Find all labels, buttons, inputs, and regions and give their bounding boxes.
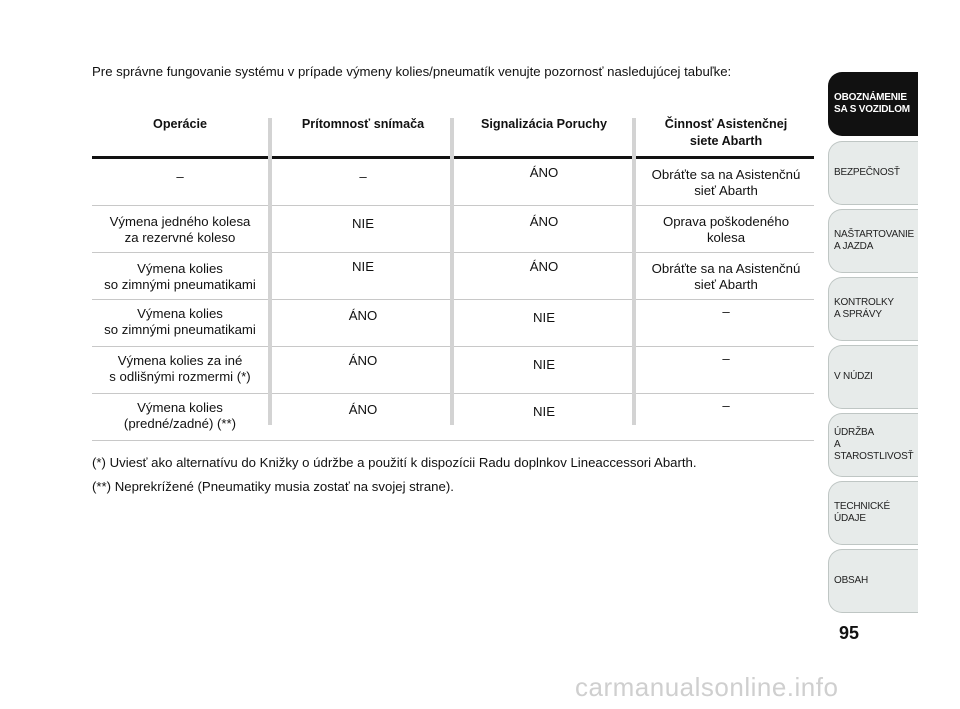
tab-v-nudzi[interactable] (828, 345, 918, 409)
tab-oboznamenie[interactable] (828, 72, 918, 136)
column-separator (268, 118, 272, 425)
cell-fault: NIE (533, 357, 555, 372)
tab-label: NAŠTARTOVANIE A JAZDA (834, 229, 915, 252)
tab-label: KONTROLKY A SPRÁVY (834, 297, 894, 320)
cell-operation: Výmena kolies za iné s odlišnými rozmermi (*) (109, 353, 251, 384)
tab-nastartovanie[interactable] (828, 209, 918, 273)
watermark: carmanualsonline.info (575, 672, 839, 702)
tab-bezpecnost[interactable] (828, 141, 918, 205)
cell-fault: NIE (533, 404, 555, 419)
cell-fault: ÁNO (529, 165, 559, 180)
tab-udrzba[interactable] (828, 413, 918, 477)
header-operations: Operácie (153, 117, 207, 131)
page-number: 95 (838, 623, 860, 643)
cell-operation: Výmena kolies so zimnými pneumatikami (104, 261, 256, 292)
tab-label: OBSAH (834, 575, 869, 586)
cell-assistance: – (722, 351, 730, 366)
tab-label: ÚDRŽBA A STAROSTLIVOSŤ (834, 427, 914, 462)
cell-fault: NIE (533, 310, 555, 325)
cell-sensor: NIE (352, 216, 374, 231)
tab-label: TECHNICKÉ ÚDAJE (834, 501, 890, 524)
cell-assistance: Oprava poškodeného kolesa (662, 214, 790, 245)
cell-assistance: – (722, 304, 730, 319)
intro-text: Pre správne fungovanie systému v prípade výmeny kolies/pneumatík venujte pozornosť nasledujúcej tabuľke: (92, 64, 732, 79)
cell-sensor: ÁNO (348, 308, 378, 323)
cell-fault: ÁNO (529, 214, 559, 229)
footnote-2: (**) Neprekrížené (Pneumatiky musia zostať na svojej strane). (92, 479, 454, 494)
cell-sensor: – (359, 169, 367, 184)
tab-technicke-udaje[interactable] (828, 481, 918, 545)
footnote-1: (*) Uviesť ako alternatívu do Knižky o údržbe a použití k dispozícii Radu doplnkov Lineaccessori Abarth. (92, 455, 697, 470)
column-separator (450, 118, 454, 425)
tab-obsah[interactable] (828, 549, 918, 613)
tab-label: OBOZNÁMENIE SA S VOZIDLOM (834, 92, 910, 115)
cell-operation: – (176, 169, 184, 184)
cell-fault: ÁNO (529, 259, 559, 274)
cell-assistance: Obráťte sa na Asistenčnú sieť Abarth (651, 167, 801, 198)
cell-sensor: ÁNO (348, 353, 378, 368)
column-separator (632, 118, 636, 425)
tab-label: V NÚDZI (834, 371, 873, 382)
cell-sensor: NIE (352, 259, 374, 274)
cell-operation: Výmena kolies (predné/zadné) (**) (123, 400, 237, 431)
header-fault-signal: Signalizácia Poruchy (481, 117, 607, 131)
cell-assistance: – (722, 398, 730, 413)
header-sensor-presence: Prítomnosť snímača (301, 117, 425, 131)
tab-label: BEZPEČNOSŤ (834, 167, 900, 178)
cell-sensor: ÁNO (348, 402, 378, 417)
cell-assistance: Obráťte sa na Asistenčnú sieť Abarth (651, 261, 801, 292)
cell-operation: Výmena kolies so zimnými pneumatikami (104, 306, 256, 337)
header-assistance: Činnosť Asistenčnej siete Abarth (664, 117, 788, 148)
tab-kontrolky[interactable] (828, 277, 918, 341)
cell-operation: Výmena jedného kolesa za rezervné koleso (109, 214, 251, 245)
